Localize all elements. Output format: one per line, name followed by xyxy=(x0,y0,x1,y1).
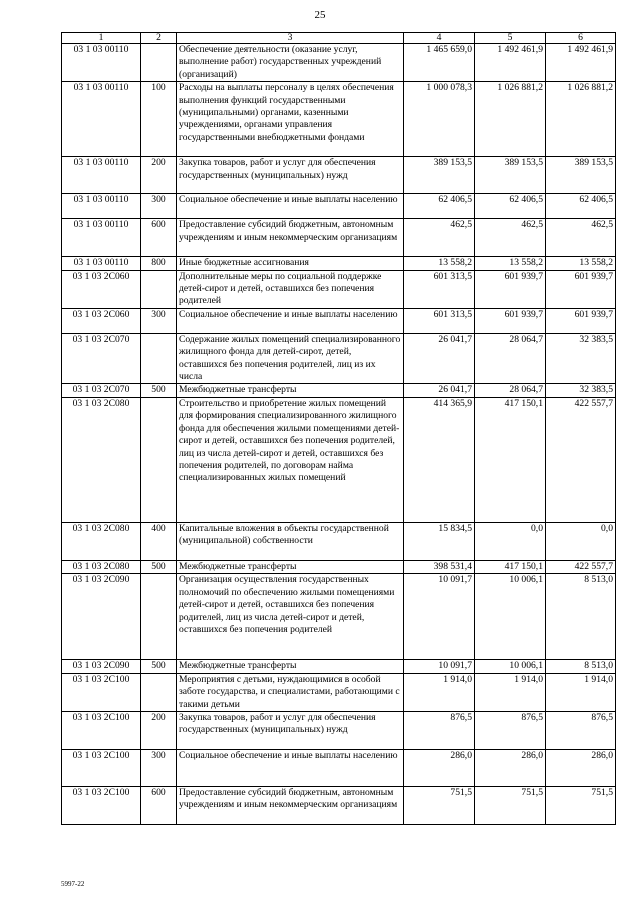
table-row xyxy=(62,384,616,397)
row-expense-type: 500 xyxy=(141,384,177,397)
row-value-year-3: 876,5 xyxy=(546,711,616,749)
row-code: 03 1 03 2C070 xyxy=(62,384,141,397)
row-value-year-3: 62 406,5 xyxy=(546,194,616,219)
row-value-year-3: 1 492 461,9 xyxy=(546,44,616,82)
table-row xyxy=(62,560,616,573)
table-row xyxy=(62,397,616,522)
table-row xyxy=(62,194,616,219)
row-value-year-1: 1 465 659,0 xyxy=(404,44,475,82)
page-number: 25 xyxy=(314,9,326,21)
row-name: Социальное обеспечение и иные выплаты населению xyxy=(177,749,404,786)
row-value-year-2: 417 150,1 xyxy=(475,397,546,522)
row-name: Межбюджетные трансферты xyxy=(177,384,404,397)
table-row xyxy=(62,219,616,257)
row-value-year-1: 601 313,5 xyxy=(404,270,475,308)
row-value-year-3: 462,5 xyxy=(546,219,616,257)
row-value-year-2: 876,5 xyxy=(475,711,546,749)
budget-table xyxy=(61,32,616,825)
row-value-year-3: 8 513,0 xyxy=(546,660,616,673)
row-value-year-3: 1 914,0 xyxy=(546,673,616,711)
row-value-year-1: 414 365,9 xyxy=(404,397,475,522)
table-row xyxy=(62,333,616,384)
row-code: 03 1 03 2C060 xyxy=(62,270,141,308)
row-name: Дополнительные меры по социальной поддержке детей-сирот и детей, оставшихся без попечения родителей xyxy=(177,270,404,308)
row-value-year-3: 1 026 881,2 xyxy=(546,82,616,157)
row-name: Предоставление субсидий бюджетным, автономным учреждениям и иным некоммерческим организациям xyxy=(177,219,404,257)
table-row xyxy=(62,749,616,786)
table-row xyxy=(62,574,616,660)
row-expense-type: 800 xyxy=(141,257,177,270)
table-row xyxy=(62,522,616,560)
row-expense-type xyxy=(141,270,177,308)
row-value-year-1: 462,5 xyxy=(404,219,475,257)
row-value-year-3: 422 557,7 xyxy=(546,397,616,522)
row-value-year-3: 0,0 xyxy=(546,522,616,560)
row-value-year-3: 32 383,5 xyxy=(546,384,616,397)
row-name: Социальное обеспечение и иные выплаты населению xyxy=(177,194,404,219)
row-value-year-2: 10 006,1 xyxy=(475,660,546,673)
row-code: 03 1 03 2C090 xyxy=(62,660,141,673)
row-value-year-1: 876,5 xyxy=(404,711,475,749)
row-value-year-2: 28 064,7 xyxy=(475,333,546,384)
header-row xyxy=(62,33,616,44)
row-value-year-3: 601 939,7 xyxy=(546,308,616,333)
column-header: 4 xyxy=(404,33,475,44)
table-row xyxy=(62,673,616,711)
row-value-year-3: 601 939,7 xyxy=(546,270,616,308)
row-value-year-3: 751,5 xyxy=(546,786,616,824)
row-code: 03 1 03 2C070 xyxy=(62,333,141,384)
row-value-year-2: 1 914,0 xyxy=(475,673,546,711)
row-code: 03 1 03 2C060 xyxy=(62,308,141,333)
row-name: Межбюджетные трансферты xyxy=(177,560,404,573)
row-name: Обеспечение деятельности (оказание услуг, выполнение работ) государственных учреждений (организаций) xyxy=(177,44,404,82)
row-code: 03 1 03 2C080 xyxy=(62,397,141,522)
table-row xyxy=(62,257,616,270)
row-code: 03 1 03 00110 xyxy=(62,44,141,82)
row-value-year-3: 422 557,7 xyxy=(546,560,616,573)
row-expense-type xyxy=(141,333,177,384)
row-code: 03 1 03 00110 xyxy=(62,219,141,257)
row-value-year-2: 601 939,7 xyxy=(475,308,546,333)
row-name: Закупка товаров, работ и услуг для обеспечения государственных (муниципальных) нужд xyxy=(177,157,404,194)
table-row xyxy=(62,711,616,749)
row-name: Организация осуществления государственных полномочий по обеспечению жилыми помещениями детей-сирот и детей, оставшихся без попечения родителей, лиц из числа детей-сирот и детей, оставшихся без попечения родителей xyxy=(177,574,404,660)
row-code: 03 1 03 00110 xyxy=(62,194,141,219)
row-expense-type: 200 xyxy=(141,157,177,194)
table-row xyxy=(62,44,616,82)
table-row xyxy=(62,157,616,194)
table-row xyxy=(62,660,616,673)
row-name: Социальное обеспечение и иные выплаты населению xyxy=(177,308,404,333)
row-expense-type xyxy=(141,574,177,660)
row-value-year-1: 751,5 xyxy=(404,786,475,824)
row-value-year-1: 1 000 078,3 xyxy=(404,82,475,157)
column-header: 5 xyxy=(475,33,546,44)
row-name: Иные бюджетные ассигнования xyxy=(177,257,404,270)
column-header: 2 xyxy=(141,33,177,44)
row-code: 03 1 03 2C100 xyxy=(62,749,141,786)
row-expense-type xyxy=(141,397,177,522)
row-expense-type: 300 xyxy=(141,749,177,786)
row-expense-type xyxy=(141,673,177,711)
row-value-year-2: 28 064,7 xyxy=(475,384,546,397)
row-value-year-2: 462,5 xyxy=(475,219,546,257)
row-expense-type: 100 xyxy=(141,82,177,157)
row-expense-type: 500 xyxy=(141,560,177,573)
row-expense-type: 300 xyxy=(141,194,177,219)
row-name: Закупка товаров, работ и услуг для обеспечения государственных (муниципальных) нужд xyxy=(177,711,404,749)
column-header: 6 xyxy=(546,33,616,44)
row-expense-type: 500 xyxy=(141,660,177,673)
row-value-year-1: 13 558,2 xyxy=(404,257,475,270)
row-value-year-1: 389 153,5 xyxy=(404,157,475,194)
row-value-year-1: 10 091,7 xyxy=(404,660,475,673)
row-value-year-3: 8 513,0 xyxy=(546,574,616,660)
row-expense-type: 300 xyxy=(141,308,177,333)
table-row xyxy=(62,270,616,308)
row-expense-type: 600 xyxy=(141,219,177,257)
table-row xyxy=(62,786,616,824)
row-expense-type: 600 xyxy=(141,786,177,824)
row-code: 03 1 03 2C080 xyxy=(62,522,141,560)
row-value-year-1: 10 091,7 xyxy=(404,574,475,660)
table-row xyxy=(62,82,616,157)
row-code: 03 1 03 2C090 xyxy=(62,574,141,660)
row-value-year-2: 1 026 881,2 xyxy=(475,82,546,157)
row-value-year-1: 62 406,5 xyxy=(404,194,475,219)
row-value-year-3: 389 153,5 xyxy=(546,157,616,194)
row-value-year-2: 417 150,1 xyxy=(475,560,546,573)
row-code: 03 1 03 00110 xyxy=(62,82,141,157)
row-code: 03 1 03 2C080 xyxy=(62,560,141,573)
row-value-year-2: 751,5 xyxy=(475,786,546,824)
row-value-year-2: 286,0 xyxy=(475,749,546,786)
row-name: Строительство и приобретение жилых помещений для формирования специализированного жилищного фонда для обеспечения жилыми помещениями детей-сирот и детей, оставшихся без попечения родителей, лиц из числа детей-сирот и детей, оставшихся без попечения родителей, по договорам найма специализированных жилых помещений xyxy=(177,397,404,522)
row-name: Капитальные вложения в объекты государственной (муниципальной) собственности xyxy=(177,522,404,560)
row-value-year-2: 601 939,7 xyxy=(475,270,546,308)
row-value-year-1: 398 531,4 xyxy=(404,560,475,573)
row-name: Расходы на выплаты персоналу в целях обеспечения выполнения функций государственными (муниципальными) органами, казенными учреждениями, органами управления государственными внебюджетными фондами xyxy=(177,82,404,157)
row-value-year-3: 32 383,5 xyxy=(546,333,616,384)
row-value-year-3: 13 558,2 xyxy=(546,257,616,270)
row-value-year-1: 286,0 xyxy=(404,749,475,786)
column-header: 1 xyxy=(62,33,141,44)
row-value-year-1: 26 041,7 xyxy=(404,384,475,397)
row-expense-type: 200 xyxy=(141,711,177,749)
row-value-year-2: 10 006,1 xyxy=(475,574,546,660)
row-name: Межбюджетные трансферты xyxy=(177,660,404,673)
row-code: 03 1 03 00110 xyxy=(62,257,141,270)
row-value-year-2: 1 492 461,9 xyxy=(475,44,546,82)
row-value-year-1: 26 041,7 xyxy=(404,333,475,384)
row-code: 03 1 03 00110 xyxy=(62,157,141,194)
row-code: 03 1 03 2C100 xyxy=(62,673,141,711)
document-code: 5997-22 xyxy=(61,880,85,888)
row-value-year-1: 1 914,0 xyxy=(404,673,475,711)
row-value-year-2: 389 153,5 xyxy=(475,157,546,194)
row-value-year-1: 15 834,5 xyxy=(404,522,475,560)
row-value-year-2: 0,0 xyxy=(475,522,546,560)
row-value-year-1: 601 313,5 xyxy=(404,308,475,333)
row-value-year-2: 13 558,2 xyxy=(475,257,546,270)
row-value-year-2: 62 406,5 xyxy=(475,194,546,219)
row-code: 03 1 03 2C100 xyxy=(62,711,141,749)
row-expense-type: 400 xyxy=(141,522,177,560)
row-value-year-3: 286,0 xyxy=(546,749,616,786)
row-expense-type xyxy=(141,44,177,82)
row-name: Содержание жилых помещений специализированного жилищного фонда для детей-сирот, детей, оставшихся без попечения родителей, лиц из их числа xyxy=(177,333,404,384)
row-name: Мероприятия с детьми, нуждающимися в особой заботе государства, и специалистами, работающими с такими детьми xyxy=(177,673,404,711)
table-row xyxy=(62,308,616,333)
row-name: Предоставление субсидий бюджетным, автономным учреждениям и иным некоммерческим организациям xyxy=(177,786,404,824)
column-header: 3 xyxy=(177,33,404,44)
row-code: 03 1 03 2C100 xyxy=(62,786,141,824)
